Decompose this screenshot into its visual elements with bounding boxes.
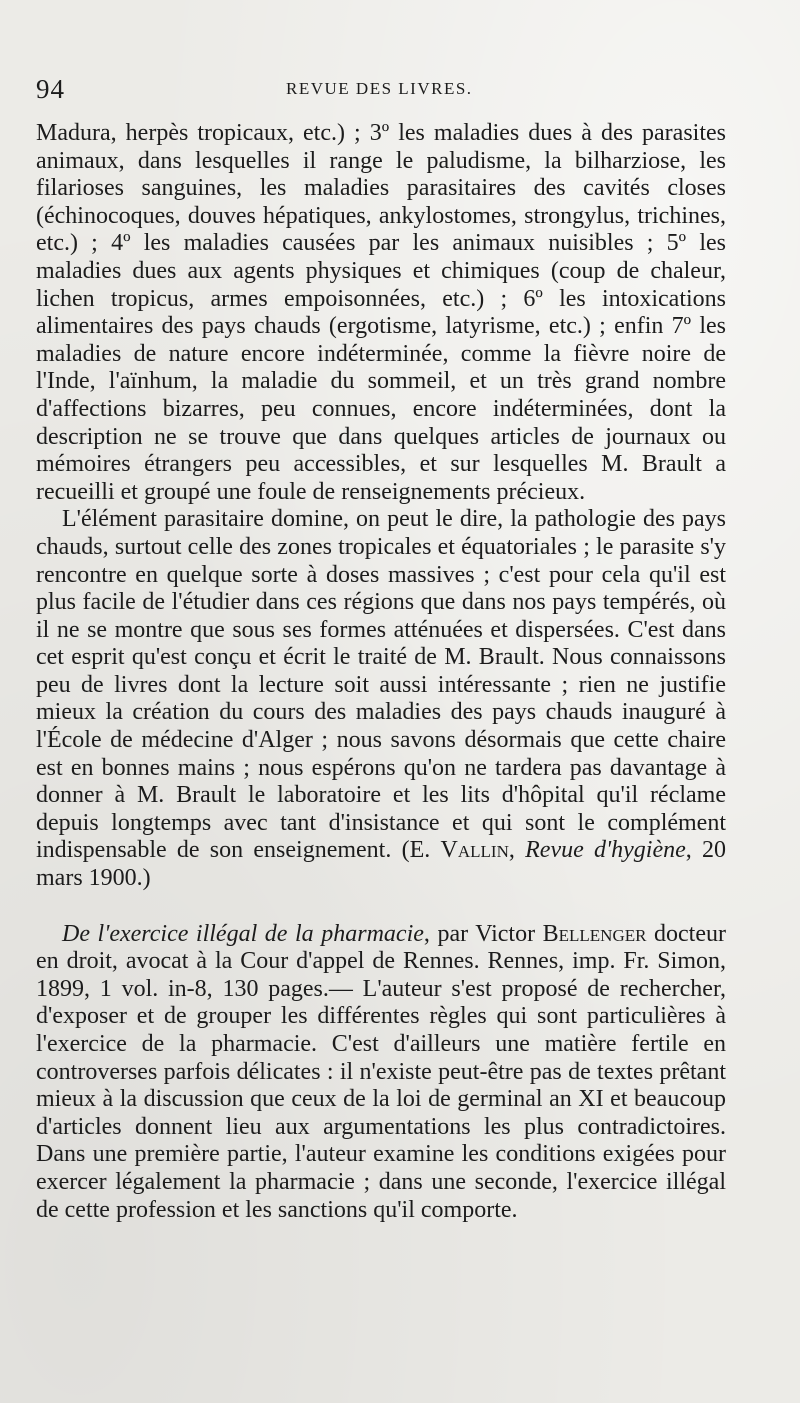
page-number: 94 xyxy=(36,74,65,104)
section-gap xyxy=(36,893,726,921)
citation-separator: , xyxy=(508,837,526,864)
running-title: REVUE DES LIVRES. xyxy=(286,79,473,98)
book-by: , par Victor xyxy=(423,920,543,947)
review-continuation-paragraph: Madura, herpès tropicaux, etc.) ; 3º les maladies dues à des parasites animaux, dans lesquelles il range le paludisme, la bilharziose, les filarioses sanguines, les maladies parasitaires des cavités closes (échinocoques, douves hépatiques, ankylostomes, strongylus, trichines, etc.) ; 4º les maladies causées par les animaux nuisibles ; 5º les maladies dues aux agents physiques et chimiques (coup de chaleur, lichen tropicus, armes empoisonnées, etc.) ; 6º les intoxications alimentaires des pays chauds (ergotisme, latyrisme, etc.) ; enfin 7º les maladies de nature encore indéterminée, comme la fièvre noire de l'Inde, l'aïnhum, la maladie du sommeil, et un très grand nombre d'affections bizarres, peu connues, encore indéterminées, dont la description ne se trouve que dans quelques articles de journaux ou mémoires étrangers peu accessibles, et sur lesquelles M. Brault a recueilli et groupé une foule de renseignements précieux. xyxy=(36,120,726,505)
book-page xyxy=(36,74,726,1224)
running-head xyxy=(36,74,726,120)
citation-journal: Revue d'hygiène xyxy=(525,837,686,864)
citation-author: Vallin xyxy=(440,837,509,864)
book-review-text: docteur en droit, avocat à la Cour d'appel de Rennes. Rennes, imp. Fr. Simon, 1899, 1 vol. in-8, 130 pages.— L'auteur s'est proposé de rechercher, d'exposer et de grouper les différentes règles qui sont particulières à l'exercice de la pharmacie. C'est d'ailleurs une matière fertile en controverses parfois délicates : il n'existe peut-être pas de textes prêtant mieux à la discussion que ceux de la loi de germinal an XI et beaucoup d'articles donnent lieu aux argumentations les plus contradictoires. Dans une première partie, l'auteur examine les conditions exigées pour exercer légalement la pharmacie ; dans une seconde, l'exercice illégal de cette profession et les sanctions qu'il comporte. xyxy=(36,920,726,1223)
book-review-paragraph xyxy=(36,921,726,1225)
conclusion-text: L'élément parasitaire domine, on peut le dire, la pathologie des pays chauds, surtout celle des zones tropicales et équatoriales ; le parasite s'y rencontre en quelque sorte à doses massives ; c'est pour cela qu'il est plus facile de l'étudier dans ces régions que dans nos pays tempérés, où il ne se montre que sous ses formes atténuées et dispersées. C'est dans cet esprit qu'est conçu et écrit le traité de M. Brault. Nous connaissons peu de livres dont la lecture soit aussi intéressante ; rien ne justifie mieux la création du cours des maladies des pays chauds inauguré à l'École de médecine d'Alger ; nous savons désormais que cette chaire est en bonnes mains ; nous espérons qu'on ne tardera pas davantage à donner à M. Brault le laboratoire et les lits d'hôpital qu'il réclame depuis longtemps avec tant d'insistance et qui sont le complément indispensable de son enseignement. (E. xyxy=(36,506,726,864)
book-title: De l'exercice illégal de la pharmacie xyxy=(62,920,424,947)
body-text xyxy=(36,120,726,1224)
review-conclusion-paragraph xyxy=(36,506,726,892)
book-author: Bellenger xyxy=(542,920,647,947)
citation-date: , 20 mars 1900.) xyxy=(36,837,727,892)
